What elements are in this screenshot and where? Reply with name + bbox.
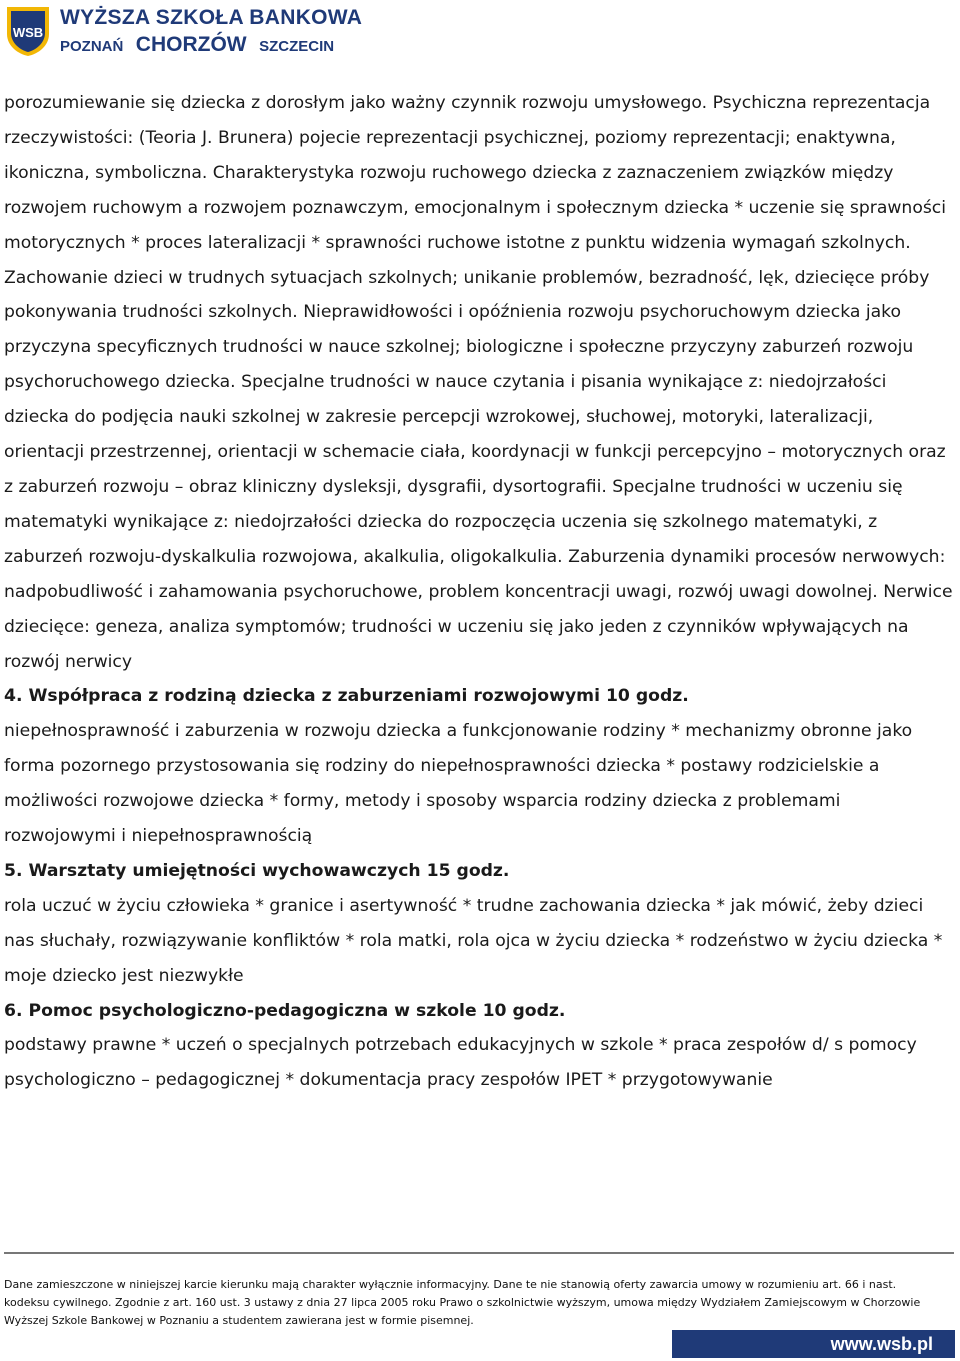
disclaimer-line-1: Dane zamieszczone w niniejszej karcie kierunku mają charakter wyłącznie informacyjny. Dane te nie stanowią oferty zawarcia umowy w rozumieniu art. 66 i nast. (4, 1278, 897, 1291)
disclaimer-line-2: kodeksu cywilnego. Zgodnie z art. 160 ust. 3 ustawy z dnia 27 lipca 2005 roku Prawo o szkolnictwie wyższym, umowa między Wydziałem Zamiejscowym w Chorzowie (4, 1296, 921, 1309)
footer-divider (4, 1252, 954, 1254)
website-link[interactable] (672, 1330, 955, 1358)
paragraph-module-4: niepełnosprawność i zaburzenia w rozwoju dziecka a funkcjonowanie rodziny * mechanizmy obronne jako forma pozornego przystosowania się rodziny do niepełnosprawności dziecka * postawy rodzicielskie a możliwości rozwojowe dziecka * formy, metody i sposoby wsparcia rodziny dziecka z problemami rozwojowymi i niepełnosprawnością (4, 721, 913, 847)
website-url[interactable]: www.wsb.pl (830, 1333, 933, 1354)
header (4, 2, 362, 60)
heading-module-5: 5. Warsztaty umiejętności wychowawczych 15 godz. (4, 860, 510, 881)
logo-wordmark (60, 7, 362, 55)
document-body (4, 86, 954, 1098)
paragraph-development: porozumiewanie się dziecka z dorosłym jako ważny czynnik rozwoju umysłowego. Psychiczna reprezentacja rzeczywistości: (Teoria J. Brunera) pojecie reprezentacji psychicznej, poziomy reprezentacji; enaktywna, ikoniczna, symboliczna. Charakterystyka rozwoju ruchowego dziecka z zaznaczeniem związków między rozwojem ruchowym a rozwojem poznawczym, emocjonalnym i społecznym dziecka * uczenie się sprawności motorycznych * proces lateralizacji * sprawności ruchowe istotne z punktu widzenia wymagań szkolnych. Zachowanie dzieci w trudnych sytuacjach szkolnych; unikanie problemów, bezradność, lęk, dziecięce próby pokonywania trudności szkolnych. Nieprawidłowości i opóźnienia rozwoju psychoruchowym dziecka jako przyczyna specyficznych trudności w nauce szkolnej; biologiczne i społeczne przyczyny zaburzeń rozwoju psychoruchowego dziecka. Specjalne trudności w nauce czytania i pisania wynikające z: niedojrzałości dziecka do podjęcia nauki szkolnej w zakresie percepcji wzrokowej, słuchowej, motoryki, lateralizacji, orientacji przestrzennej, orientacji w schemacie ciała, koordynacji w funkcji percepcyjno – motorycznych oraz z zaburzeń rozwoju – obraz kliniczny dysleksji, dysgrafii, dysortografii. Specjalne trudności w uczeniu się matematyki wynikające z: niedojrzałości dziecka do rozpoczęcia uczenia się szkolnego matematyki, z zaburzeń rozwoju-dyskalkulia rozwojowa, akalkulia, oligokalkulia. Zaburzenia dynamiki procesów nerwowych: nadpobudliwość i zahamowania psychoruchowe, problem koncentracji uwagi, rozwój uwagi dowolnej. Nerwice dziecięce: geneza, analiza symptomów; trudności w uczeniu się jako jeden z czynników wpływających na rozwój nerwicy (4, 93, 953, 672)
heading-module-6: 6. Pomoc psychologiczno-pedagogiczna w szkole 10 godz. (4, 1000, 566, 1021)
city-szczecin: SZCZECIN (259, 38, 335, 55)
disclaimer-line-3: Wyższej Szkole Bankowej w Poznaniu a studentem zawierana jest w formie pisemnej. (4, 1314, 474, 1327)
paragraph-module-5: rola uczuć w życiu człowieka * granice i asertywność * trudne zachowania dziecka * jak mówić, żeby dzieci nas słuchały, rozwiązywanie konfliktów * rola matki, rola ojca w życiu dziecka * rodzeństwo w życiu dziecka * moje dziecko jest niezwykłe (4, 895, 943, 986)
school-cities (60, 34, 362, 55)
city-poznan: POZNAŃ (60, 38, 124, 55)
heading-module-4: 4. Współpraca z rodziną dziecka z zaburzeniami rozwojowymi 10 godz. (4, 686, 689, 707)
city-chorzow: CHORZÓW (135, 33, 247, 56)
footer-disclaimer (4, 1276, 959, 1330)
school-name: WYŻSZA SZKOŁA BANKOWA (60, 6, 363, 29)
wsb-shield-logo-icon (4, 4, 52, 58)
paragraph-module-6: podstawy prawne * uczeń o specjalnych potrzebach edukacyjnych w szkole * praca zespołów d/ s pomocy psychologiczno – pedagogicznej * dokumentacja pracy zespołów IPET * przygotowywanie (4, 1035, 917, 1091)
logo-badge-text: WSB (12, 25, 44, 40)
